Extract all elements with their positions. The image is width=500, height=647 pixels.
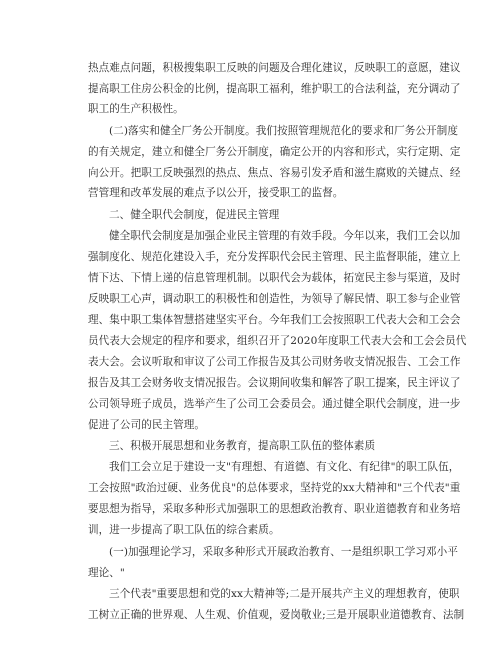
paragraph-1-line-2: 提高职工住房公积金的比例，提高职工福利，维护职工的合法利益，充分调动了 bbox=[88, 83, 461, 95]
paragraph-3-line-10: 促进了公司的民主管理。 bbox=[88, 419, 206, 431]
paragraph-2-line-4: 营管理和改革发展的难点予以公开，接受职工的监督。 bbox=[88, 187, 344, 199]
paragraph-4-line-1: 我们工会立足于建设一支"有理想、有道德、有文化、有纪律"的职工队伍， bbox=[109, 461, 460, 473]
paragraph-1-line-3: 职工的生产积极性。 bbox=[88, 103, 184, 115]
section-heading-3: 三、积极开展思想和业务教育，提高职工队伍的整体素质 bbox=[109, 440, 376, 452]
paragraph-3-line-6: 员代表大会规定的程序和要求，组织召开了2020年度职工代表大会和工会会员代 bbox=[88, 335, 467, 347]
paragraph-3-line-1: 健全职代会制度是加强企业民主管理的有效手段。今年以来，我们工会以加 bbox=[109, 230, 461, 242]
paragraph-3-line-3: 情下达、下情上递的信息管理机制。以职代会为载体，拓宽民主参与渠道，及时 bbox=[88, 272, 461, 284]
paragraph-2-line-1: (二)落实和健全厂务公开制度。我们按照管理规范化的要求和厂务公开制度 bbox=[109, 125, 458, 137]
paragraph-6-line-2: 工树立正确的世界观、人生观、价值观，爱岗敬业;三是开展职业道德教育、法制 bbox=[88, 609, 465, 621]
paragraph-3-line-7: 表大会。会议听取和审议了公司工作报告及其公司财务收支情况报告、工会工作 bbox=[88, 356, 461, 368]
paragraph-3-line-5: 理、集中职工集体智慧搭建坚实平台。今年我们工会按照职工代表大会和工会会 bbox=[88, 314, 461, 326]
paragraph-4-line-4: 训，进一步提高了职工队伍的综合素质。 bbox=[88, 524, 280, 536]
paragraph-4-line-2: 工会按照"政治过硬、业务优良"的总体要求，坚持党的xx大精神和"三个代表"重 bbox=[88, 482, 461, 494]
paragraph-4-line-3: 要思想为指导，采取多种形式加强职工的思想政治教育、职业道德教育和业务培 bbox=[88, 503, 461, 515]
section-heading-2: 二、健全职代会制度，促进民主管理 bbox=[109, 209, 280, 221]
paragraph-2-line-2: 的有关规定，建立和健全厂务公开制度，确定公开的内容和形式，实行定期、定 bbox=[88, 146, 461, 158]
paragraph-5-line-1: (一)加强理论学习，采取多种形式开展政治教育、一是组织职工学习邓小平 bbox=[109, 546, 458, 558]
paragraph-3-line-2: 强制度化、规范化建设入手，充分发挥职代会民主管理、民主监督职能，建立上 bbox=[88, 251, 461, 263]
paragraph-5-line-2: 理论、" bbox=[88, 567, 125, 579]
paragraph-3-line-8: 报告及其工会财务收支情况报告。会议期间收集和解答了职工提案，民主评议了 bbox=[88, 377, 461, 389]
paragraph-2-line-3: 向公开。把职工反映强烈的热点、焦点、容易引发矛盾和滋生腐败的关键点、经 bbox=[88, 167, 461, 179]
paragraph-3-line-4: 反映职工心声，调动职工的积极性和创造性，为领导了解民情、职工参与企业管 bbox=[88, 293, 461, 305]
paragraph-3-line-9: 公司领导班子成员，选举产生了公司工会委员会。通过健全职代会制度，进一步 bbox=[88, 398, 461, 410]
paragraph-6-line-1: 三个代表"重要思想和党的xx大精神等;二是开展共产主义的理想教育，使职 bbox=[109, 588, 460, 600]
paragraph-1-line-1: 热点难点问题，积极搜集职工反映的问题及合理化建议，反映职工的意愿，建议 bbox=[88, 62, 461, 74]
